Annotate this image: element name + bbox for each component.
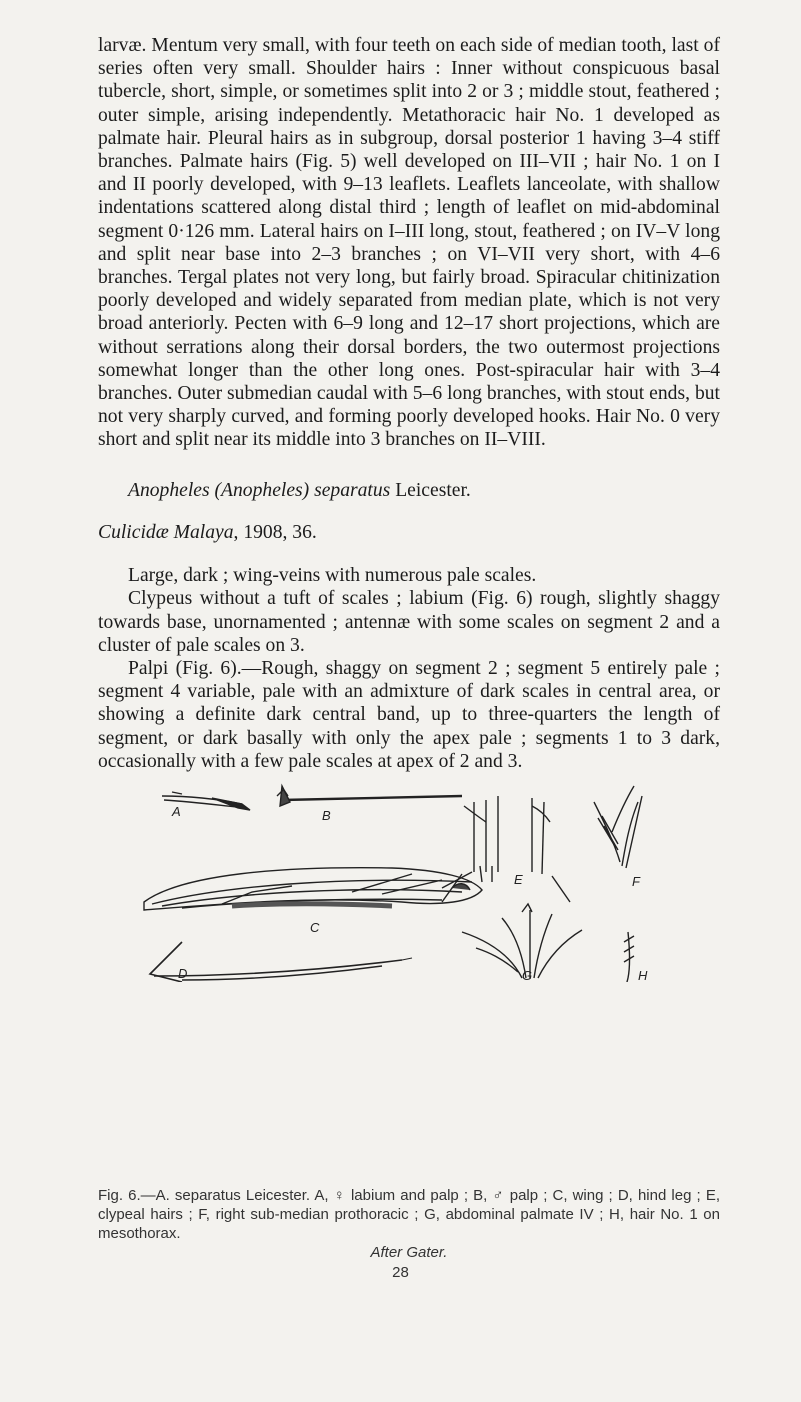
figure-6-drawings: [142, 782, 662, 982]
drawing-d-leg: [150, 942, 412, 982]
figure-label-a: A: [172, 804, 181, 819]
paragraph-clypeus: Clypeus without a tuft of scales ; labium (Fig. 6) rough, slightly shaggy towards base, unornamented ; antennæ with some scales on segment 2 and a cluster of pale scales on 3.: [98, 588, 720, 656]
paragraph-palpi: Palpi (Fig. 6).—Rough, shaggy on segment 2 ; segment 5 entirely pale ; segment 4 variable, pale with an admixture of dark scales in central area, or showing a definite dark central band, up to three-quarters the length of segment, or dark basally with only the apex pale ; segments 1 to 3 dark, occasionally with a few pale scales at apex of 2 and 3.: [98, 658, 720, 772]
figure-label-g: G: [522, 968, 533, 982]
species-heading: [98, 479, 720, 502]
species-name: Anopheles (Anopheles) separatus: [128, 479, 391, 501]
reference-details: , 1908, 36.: [233, 522, 317, 544]
drawing-g-palmate: [462, 904, 582, 978]
figure-label-h: H: [638, 968, 648, 982]
figure-label-e: E: [514, 872, 523, 887]
page-number: 28: [392, 1264, 409, 1281]
drawing-c-wing: [144, 868, 482, 910]
reference: [98, 521, 720, 544]
figure-caption: [98, 1186, 720, 1262]
text-column: [98, 34, 720, 773]
figure-label-f: F: [632, 874, 640, 889]
figure-label-c: C: [310, 920, 320, 935]
figure-label-d: D: [178, 966, 188, 981]
paragraph-larvae: larvæ. Mentum very small, with four teeth on each side of median tooth, last of series often very small. Shoulder hairs : Inner without conspicuous basal tubercle, short, simple, or sometimes split into 2 or 3 ; middle stout, feathered ; outer simple, arising independently. Metathoracic hair No. 1 developed as palmate hair. Pleural hairs as in subgroup, dorsal posterior 1 having 3–4 stiff branches. Palmate hairs (Fig. 5) well developed on III–VII ; hair No. 1 on I and II poorly developed, with 9–13 leaflets. Leaflets lanceolate, with shallow indentations scattered along distal third ; length of leaflet on mid-abdominal segment 0·126 mm. Lateral hairs on I–III long, stout, feathered ; on IV–V long and split near base into 2–3 branches ; on VI–VII very short, with 4–6 branches. Tergal plates not very long, but fairly broad. Spiracular chitinization poorly developed and widely separated from median plate, which is not very broad anteriorly. Pecten with 6–9 long and 12–17 short projections, which are without serrations along their dorsal borders, the two outermost projections somewhat longer than the other long ones. Post-spiracular hair with 3–4 branches. Outer submedian caudal with 5–6 long branches, with stout ends, but not very sharply curved, and forming poorly developed hooks. Hair No. 0 very short and split near its middle into 3 branches on II–VIII.: [98, 35, 720, 451]
drawing-b-palp: [277, 786, 462, 806]
species-author: Leicester.: [390, 479, 471, 501]
figure-label-b: B: [322, 808, 331, 823]
reference-journal: Culicidæ Malaya: [98, 522, 234, 544]
drawing-h-mesothorax-hair: [624, 932, 634, 982]
drawing-f-prothoracic: [594, 786, 642, 868]
caption-text: Fig. 6.—A. separatus Leicester. A, ♀ labium and palp ; B, ♂ palp ; C, wing ; D, hind leg ; E, clypeal hairs ; F, right sub-median prothoracic ; G, abdominal palmate IV ; H, hair No. 1 on mesothorax.: [98, 1187, 720, 1242]
paragraph-general: Large, dark ; wing-veins with numerous pale scales.: [128, 565, 537, 587]
caption-attribution: After Gater.: [370, 1244, 448, 1261]
